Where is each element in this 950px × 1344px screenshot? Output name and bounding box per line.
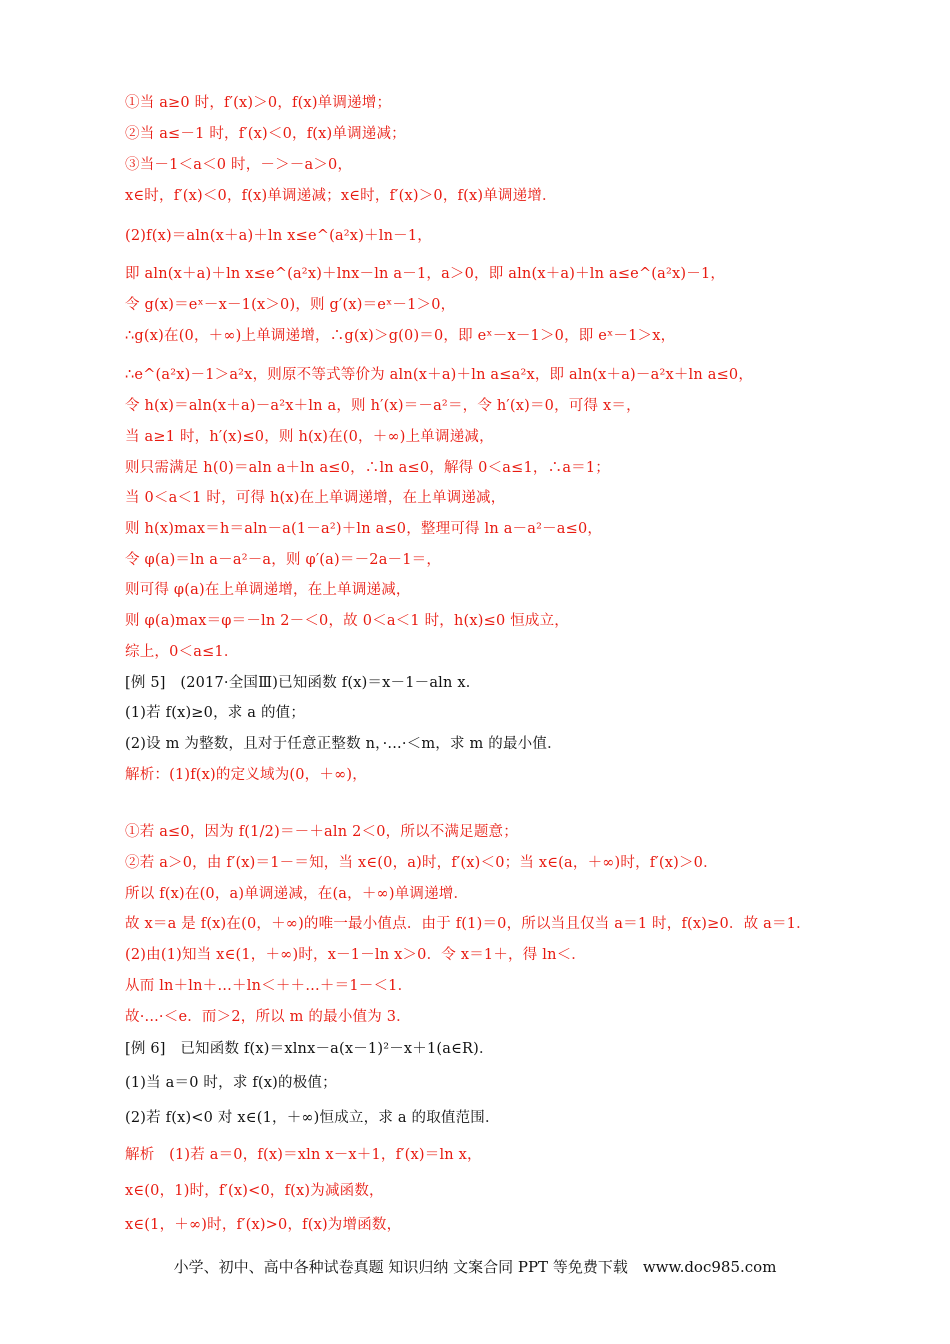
text-line: x∈(0，1)时，f′(x)<0，f(x)为减函数，	[125, 1183, 384, 1199]
text-line: x∈(1，＋∞)时，f′(x)>0，f(x)为增函数，	[125, 1217, 402, 1233]
text-line: 则可得 φ(a)在上单调递增，在上单调递减，	[125, 582, 411, 598]
text-line: ②当 a≤－1 时，f′(x)＜0，f(x)单调递减；	[125, 126, 406, 142]
text-line: 当 a≥1 时，h′(x)≤0，则 h(x)在(0，＋∞)上单调递减，	[125, 429, 494, 445]
text-line: ③当－1＜a＜0 时，－＞－a＞0，	[125, 157, 353, 173]
text-line: 即 aln(x＋a)＋ln x≤e^(a²x)＋lnx－ln a－1，a＞0，即 aln(x＋a)＋ln a≤e^(a²x)－1，	[125, 266, 726, 282]
text-line: ①当 a≥0 时，f′(x)＞0，f(x)单调递增；	[125, 95, 392, 111]
text-line: 从而 ln＋ln＋…＋ln＜＋＋…＋＝1－＜1．	[125, 978, 413, 994]
text-line: (2)由(1)知当 x∈(1，＋∞)时，x－1－ln x＞0．令 x＝1＋，得 ln＜．	[125, 947, 587, 963]
text-line: 则 h(x)max＝h＝aln－a(1－a²)＋ln a≤0，整理可得 ln a－a²－a≤0，	[125, 521, 603, 537]
text-line: ②若 a＞0，由 f′(x)＝1－＝知，当 x∈(0，a)时，f′(x)＜0；当 x∈(a，＋∞)时，f′(x)＞0．	[125, 855, 718, 871]
solution-heading: 解析：(1)f(x)的定义域为(0，＋∞)，	[125, 767, 367, 783]
text-line: (2)若 f(x)<0 对 x∈(1，＋∞)恒成立，求 a 的取值范围．	[125, 1110, 500, 1126]
text-line: 所以 f(x)在(0，a)单调递减，在(a，＋∞)单调递增．	[125, 886, 469, 902]
text-line: 令 h(x)＝aln(x＋a)－a²x＋ln a，则 h′(x)＝－a²＝，令 h′(x)＝0，可得 x＝，	[125, 398, 641, 414]
text-line: (2)f(x)＝aln(x＋a)＋ln x≤e^(a²x)＋ln－1，	[125, 228, 432, 244]
text-line: 则只需满足 h(0)＝aln a＋ln a≤0，∴ln a≤0，解得 0＜a≤1，∴a＝1；	[125, 460, 610, 476]
example-heading: [例 6] 已知函数 f(x)＝xlnx－a(x－1)²－x＋1(a∈R)．	[125, 1041, 494, 1057]
page-footer: 小学、初中、高中各种试卷真题 知识归纳 文案合同 PPT 等免费下载 www.doc985.com	[173, 1258, 777, 1276]
text-line: 则 φ(a)max＝φ＝－ln 2－＜0，故 0＜a＜1 时，h(x)≤0 恒成立，	[125, 613, 570, 629]
text-line: (1)当 a＝0 时，求 f(x)的极值；	[125, 1075, 337, 1091]
text-line: 令 φ(a)＝ln a－a²－a，则 φ′(a)＝－2a－1＝，	[125, 552, 442, 568]
text-line: (1)若 f(x)≥0，求 a 的值；	[125, 705, 306, 721]
text-line: 当 0＜a＜1 时，可得 h(x)在上单调递增，在上单调递减，	[125, 490, 506, 506]
text-line: ∴e^(a²x)－1＞a²x，则原不等式等价为 aln(x＋a)＋ln a≤a²x，即 aln(x＋a)－a²x＋ln a≤0，	[125, 367, 754, 383]
text-line: ∴g(x)在(0，＋∞)上单调递增，∴g(x)＞g(0)＝0，即 eˣ－x－1＞0，即 eˣ－1＞x，	[125, 328, 676, 344]
text-line: x∈时，f′(x)＜0，f(x)单调递减；x∈时，f′(x)＞0，f(x)单调递增．	[125, 188, 557, 204]
text-line: 令 g(x)＝eˣ－x－1(x＞0)，则 g′(x)＝eˣ－1＞0，	[125, 297, 456, 313]
text-line: ①若 a≤0，因为 f(1/2)＝－＋aln 2＜0，所以不满足题意；	[125, 824, 518, 840]
text-line: (2)设 m 为整数，且对于任意正整数 n，·...·＜m，求 m 的最小值．	[125, 736, 562, 752]
text-line: 故·...·＜e．而＞2，所以 m 的最小值为 3．	[125, 1009, 411, 1025]
solution-heading: 解析 (1)若 a＝0，f(x)＝xln x－x＋1，f′(x)＝ln x，	[125, 1147, 482, 1163]
text-line: 故 x＝a 是 f(x)在(0，＋∞)的唯一最小值点．由于 f(1)＝0，所以当且仅当 a＝1 时，f(x)≥0．故 a＝1．	[125, 916, 811, 932]
example-heading: [例 5] (2017·全国Ⅲ)已知函数 f(x)＝x－1－aln x．	[125, 675, 481, 691]
text-line: 综上，0＜a≤1．	[125, 644, 239, 660]
